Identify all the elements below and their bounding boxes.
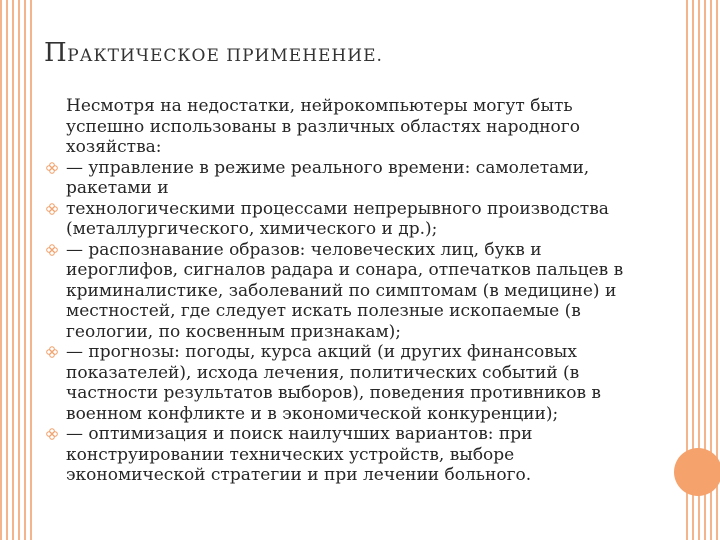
flower-bullet-icon xyxy=(46,244,58,256)
orange-circle-decoration xyxy=(674,448,720,496)
list-item xyxy=(66,240,656,343)
list-item xyxy=(66,424,656,486)
list-item xyxy=(66,342,656,424)
bullet-text: технологическими процессами непрерывного производства (металлургического, химического и др.); xyxy=(66,198,609,239)
bullet-text: — распознавание образов: человеческих лиц, букв и иероглифов, сигналов радара и сонара, отпечатков пальцев в криминалистике, заболеваний по симптомам (в медицине) и местностей, где следует искать полезные ископаемые (в геологии, по косвенным признакам); xyxy=(66,239,624,342)
slide-title-rest: РАКТИЧЕСКОЕ ПРИМЕНЕНИЕ. xyxy=(67,46,383,66)
flower-bullet-icon xyxy=(46,428,58,440)
bullet-text: — прогнозы: погоды, курса акций (и других финансовых показателей), исхода лечения, политических событий (в частности результатов выборов), поведения противников в военном конфликте и в экономической конкуренции); xyxy=(66,342,601,424)
slide-content xyxy=(66,96,656,486)
slide-title-first-letter: П xyxy=(44,38,68,68)
bullet-text: — управление в режиме реального времени: самолетами, ракетами и xyxy=(66,157,590,198)
slide xyxy=(34,0,686,540)
list-item xyxy=(66,158,656,199)
left-stripe-border xyxy=(0,0,34,540)
intro-paragraph: Несмотря на недостатки, нейрокомпьютеры могут быть успешно использованы в различных областях народного хозяйства: xyxy=(66,96,580,157)
list-item xyxy=(66,199,656,240)
bullet-text: — оптимизация и поиск наилучших вариантов: при конструировании технических устройств, выборе экономической стратегии и при лечении больного. xyxy=(66,424,533,485)
flower-bullet-icon xyxy=(46,346,58,358)
flower-bullet-icon xyxy=(46,162,58,174)
slide-title xyxy=(44,38,383,68)
bullet-list xyxy=(66,158,656,486)
flower-bullet-icon xyxy=(46,203,58,215)
